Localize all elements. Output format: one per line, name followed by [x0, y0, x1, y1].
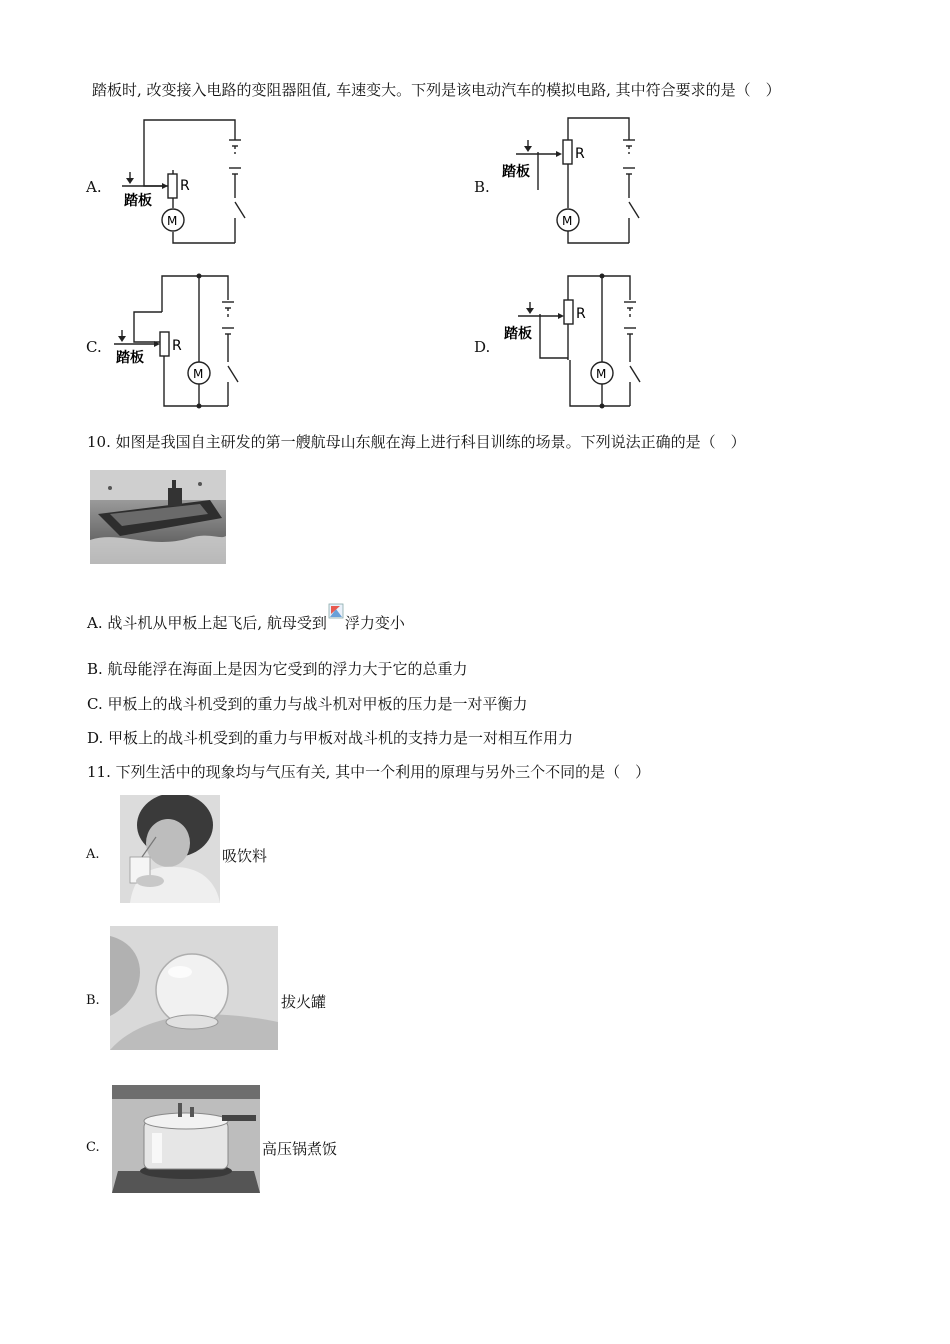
q9-option-d-letter[interactable]: D. — [474, 338, 491, 356]
q11-option-b-letter[interactable]: B. — [86, 993, 100, 1008]
circuit-b-motor-label: M — [562, 214, 573, 228]
q10-stem: 10. 如图是我国自主研发的第一艘航母山东舰在海上进行科目训练的场景。下列说法正确的是（ ） — [87, 433, 746, 451]
circuit-a-resistor-label: R — [180, 178, 190, 194]
circuit-a-pedal-label: 踏板 — [124, 193, 152, 209]
cupping-photo — [110, 926, 278, 1050]
q11-option-b-label: 拔火罐 — [281, 993, 327, 1011]
q9-option-c-letter[interactable]: C. — [86, 338, 102, 356]
circuit-b-resistor-label: R — [575, 146, 585, 162]
aircraft-carrier-photo — [90, 470, 226, 564]
circuit-b-diagram — [498, 110, 648, 250]
pressure-cooker-photo — [112, 1085, 260, 1193]
q11-option-c-label: 高压锅煮饭 — [262, 1140, 338, 1158]
circuit-c-pedal-label: 踏板 — [116, 350, 144, 366]
q9-option-b-letter[interactable]: B. — [474, 178, 490, 196]
circuit-d-resistor-label: R — [576, 306, 586, 322]
circuit-a-diagram — [110, 110, 260, 250]
circuit-c-diagram — [110, 270, 260, 415]
circuit-d-diagram — [498, 270, 648, 415]
circuit-c-resistor-label: R — [172, 338, 182, 354]
q10-option-a[interactable] — [87, 613, 405, 633]
q10-option-a-text-end: 浮力变小 — [344, 614, 405, 632]
q10-option-d[interactable]: D. 甲板上的战斗机受到的重力与甲板对战斗机的支持力是一对相互作用力 — [87, 729, 574, 747]
circuit-d-motor-label: M — [596, 367, 607, 381]
q10-option-b[interactable]: B. 航母能浮在海面上是因为它受到的浮力大于它的总重力 — [87, 660, 468, 678]
drinking-straw-photo — [120, 795, 220, 903]
q10-option-c[interactable]: C. 甲板上的战斗机受到的重力与战斗机对甲板的压力是一对平衡力 — [87, 695, 528, 713]
q9-option-a-letter[interactable]: A. — [86, 178, 102, 196]
circuit-c-motor-label: M — [193, 367, 204, 381]
q10-option-a-text: A. 战斗机从甲板上起飞后, 航母受到 — [87, 614, 327, 632]
circuit-a-motor-label: M — [167, 214, 178, 228]
circuit-d-pedal-label: 踏板 — [504, 326, 532, 342]
inline-image-placeholder-icon — [328, 615, 344, 633]
q11-option-a-letter[interactable]: A. — [86, 847, 100, 862]
q11-option-a-label: 吸饮料 — [222, 847, 268, 865]
q11-option-c-letter[interactable]: C. — [86, 1140, 100, 1155]
circuit-b-pedal-label: 踏板 — [502, 164, 530, 180]
q9-stem: 踏板时, 改变接入电路的变阻器阻值, 车速变大。下列是该电动汽车的模拟电路, 其中符合要求的是（ ） — [92, 81, 781, 99]
q11-stem: 11. 下列生活中的现象均与气压有关, 其中一个利用的原理与另外三个不同的是（ ） — [87, 763, 651, 781]
